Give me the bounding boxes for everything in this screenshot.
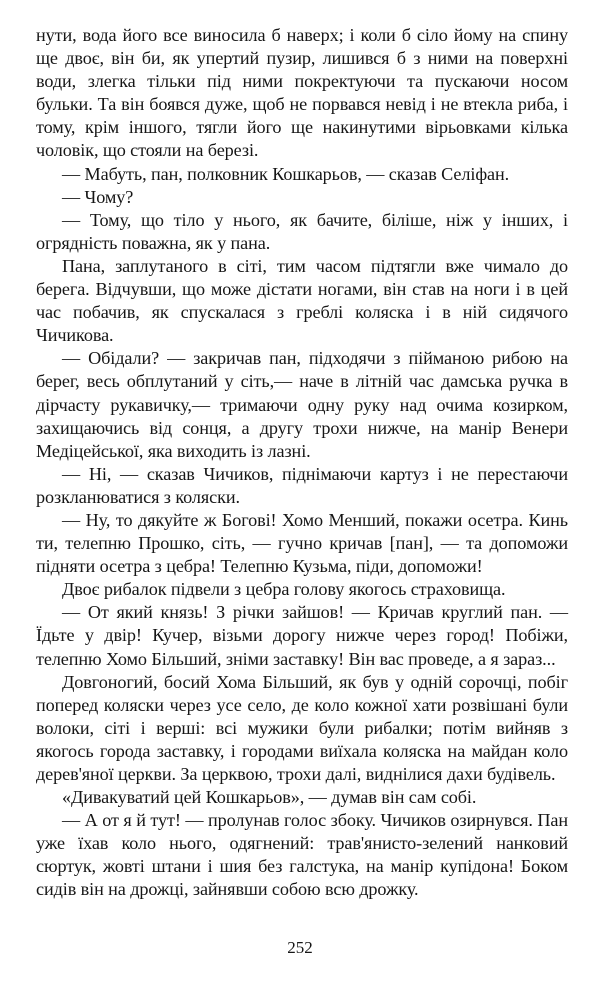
paragraph: Двоє рибалок підвели з цебра голову якогось страховища. [62,579,506,600]
paragraph: — Обідали? — закричав пан, підходячи з пійманою рибою на берег, весь обплутаний у сіть,— наче в літній час дамська ручка в дірчасту рукавичку,— тримаючи одну руку над очима козирком, захищаючись від сонця, а другу трохи нижче, на манір Венери Медіцейської, яка виходить із лазні. [36,348,568,461]
paragraph: — Чому? [62,186,134,207]
paragraph: Пана, заплутаного в сіті, тим часом підтягли вже чимало до берега. Відчувши, що може дістати ногами, він став на ноги і в цей час побачив, як спускалася з греблі коляска і в ній сидячого Чичикова. [36,255,568,346]
paragraph: — Тому, що тіло у нього, як бачите, біліше, ніж у інших, і огрядність поважна, як у пана. [36,209,568,253]
paragraph: — От який князь! З річки зайшов! — Кричав круглий пан. — Їдьте у двір! Кучер, візьми дорогу нижче через город! Побіжи, телепню Хомо Більший, зніми заставку! Він вас проведе, а я зараз... [36,602,568,669]
paragraph: — А от я й тут! — пролунав голос збоку. Чичиков озирнувся. Пан уже їхав коло нього, одягнений: трав'янисто-зелений нанковий сюртук, жовті штани і шия без галстука, на манір купідона! Боком сидів він на дрожці, зайнявши собою всю дрожку. [36,810,568,900]
paragraph: — Мабуть, пан, полковник Кошкарьов, — сказав Селіфан. [62,163,510,184]
paragraph: «Дивакуватий цей Кошкарьов», — думав він сам собі. [62,787,477,808]
paragraph-continued: нути, вода його все виносила б наверх; і коли б сіло йому на спину ще двоє, він би, як упертий пузир, лишився б з ними на поверхні води, злегка тільки під ними покректуючи та пускаючи носом бульки. Та він боявся дуже, щоб не порвався невід і не втекла риба, і тому, крім іншого, тягли його ще накинутими вірьовками кілька чоловік, що стояли на березі. [36,25,568,161]
paragraph: — Ну, то дякуйте ж Богові! Хомо Менший, покажи осетра. Кинь ти, телепню Прошко, сіть, — гучно кричав [пан], — та допоможи підняти осетра з цебра! Телепню Кузьма, піди, допоможи! [36,509,568,577]
paragraph: — Ні, — сказав Чичиков, піднімаючи картуз і не перестаючи розкланюватися з коляски. [36,463,568,507]
paragraph: Довгоногий, босий Хома Більший, як був у одній сорочці, побіг поперед коляски через усе село, де коло кожної хати розвішані були волоки, сіті і верші: всі мужики були рибалки; потім вийняв з якогось города заставку, і городами виїхала коляска на майдан коло дерев'яної церкви. За церквою, трохи далі, виднілися дахи будівель. [36,671,568,784]
page-number: 252 [287,938,313,957]
body-text [36,24,568,902]
